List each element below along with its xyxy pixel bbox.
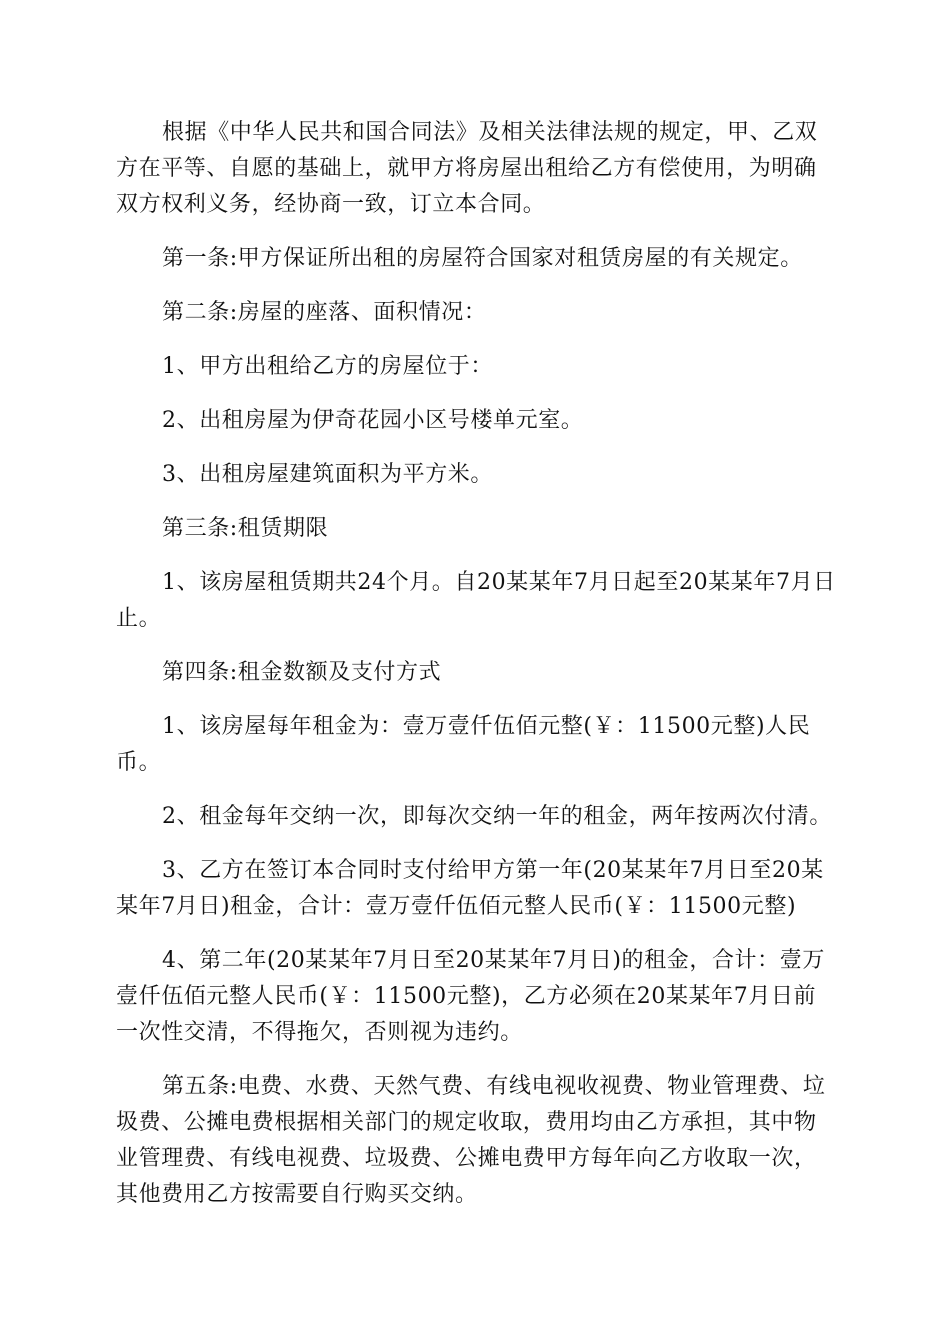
article-4-item-2: 2、租金每年交纳一次，即每次交纳一年的租金，两年按两次付清。 bbox=[162, 804, 832, 829]
article-3-item-1: 1、该房屋租赁期共24个月。自20某某年7月日起至20某某年7月日止。 bbox=[116, 570, 836, 631]
article-4-item-1: 1、该房屋每年租金为：壹万壹仟伍佰元整(￥：11500元整)人民币。 bbox=[116, 714, 811, 775]
article-3-heading: 第三条:租赁期限 bbox=[162, 516, 329, 541]
contract-body bbox=[116, 115, 836, 1231]
article-2-heading: 第二条:房屋的座落、面积情况： bbox=[162, 300, 487, 325]
article-5: 第五条:电费、水费、天然气费、有线电视收视费、物业管理费、垃圾费、公摊电费根据相关部门的规定收取，费用均由乙方承担，其中物业管理费、有线电视费、垃圾费、公摊电费甲方每年向乙方收取一次，其他费用乙方按需要自行购买交纳。 bbox=[116, 1074, 826, 1207]
article-2-item-1: 1、甲方出租给乙方的房屋位于： bbox=[162, 354, 493, 379]
article-4-heading: 第四条:租金数额及支付方式 bbox=[162, 660, 442, 685]
article-2-item-2: 2、出租房屋为伊奇花园小区号楼单元室。 bbox=[162, 408, 584, 433]
intro-paragraph: 根据《中华人民共和国合同法》及相关法律法规的规定，甲、乙双方在平等、自愿的基础上，就甲方将房屋出租给乙方有偿使用，为明确双方权利义务，经协商一致，订立本合同。 bbox=[116, 120, 818, 217]
article-1: 第一条:甲方保证所出租的房屋符合国家对租赁房屋的有关规定。 bbox=[162, 246, 803, 271]
article-2-item-3: 3、出租房屋建筑面积为平方米。 bbox=[162, 462, 493, 487]
article-4-item-4: 4、第二年(20某某年7月日至20某某年7月日)的租金，合计：壹万壹仟伍佰元整人民币(￥：11500元整)，乙方必须在20某某年7月日前一次性交清，不得拖欠，否则视为违约。 bbox=[116, 948, 825, 1045]
article-4-item-3: 3、乙方在签订本合同时支付给甲方第一年(20某某年7月日至20某某年7月日)租金，合计：壹万壹仟伍佰元整人民币(￥：11500元整) bbox=[116, 858, 824, 919]
